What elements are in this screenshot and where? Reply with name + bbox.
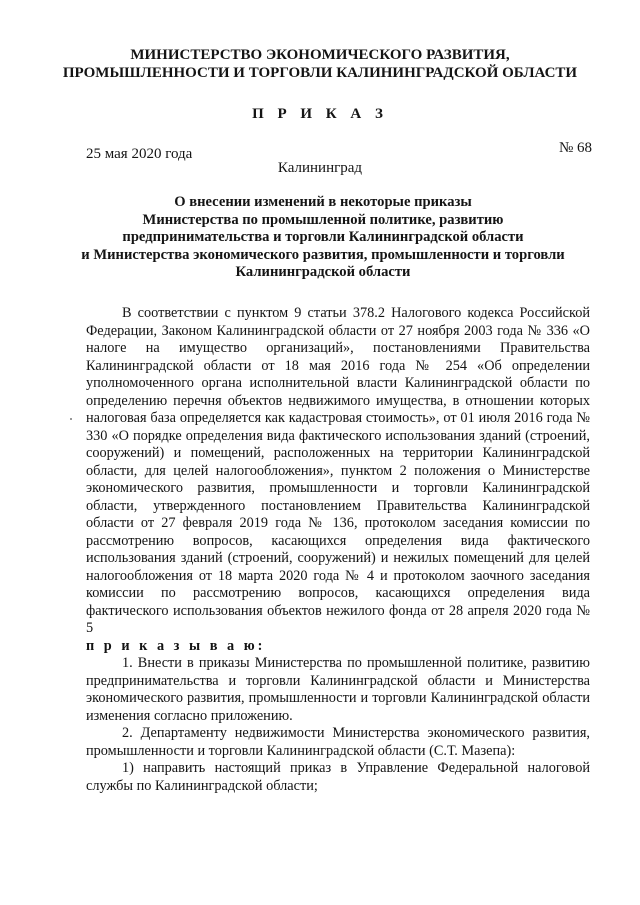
item-1-paragraph: 1. Внести в приказы Министерства по промышленной политике, развитию предпринимательства и торговли Калининградской области и Министерства экономического развития, промышленности и торговли Калининградской области изменения согласно приложению.: [86, 655, 590, 724]
document-city: Калининград: [277, 160, 363, 176]
subject-line4: и Министерства экономического развития, промышленности и торговли: [81, 246, 565, 263]
subject-line2: Министерства по промышленной политике, развитию: [142, 211, 504, 228]
ministry-heading-line1: МИНИСТЕРСТВО ЭКОНОМИЧЕСКОГО РАЗВИТИЯ,: [130, 47, 510, 63]
order-word: п р и к а з ы в а ю:: [86, 637, 266, 654]
subject-line3: предпринимательства и торговли Калининградской области: [122, 229, 524, 245]
preamble-paragraph: В соответствии с пунктом 9 статьи 378.2 Налогового кодекса Российской Федерации, Законом Калининградской области от 27 ноября 2003 года № 336 «О налоге на имущество организаций», постановлениями Правительства Калининградской области от 18 мая 2016 года № 254 «Об определении уполномоченного органа исполнительной власти Калининградской области по определению перечня объектов недвижимого имущества, в отношении которых налоговая база определяется как кадастровая стоимость», от 01 июля 2016 года № 330 «О порядке определения вида фактического использования зданий (строений, сооружений) и помещений, расположенных на территории Калининградской области, для целей налогообложения», пунктом 2 положения о Министерстве экономического развития, промышленности и торговли Калининградской области, утвержденного постановлением Правительства Калининградской области от 27 февраля 2019 года № 136, протоколом заседания комиссии по рассмотрению вопросов, касающихся определения вида фактического использования зданий (строений, сооружений) и нежилых помещений для целей налогообложения от 18 марта 2020 года № 4 и протоколом заочного заседания комиссии по рассмотрению вопросов, касающихся определения вида фактического использования объектов нежилого фонда от 28 апреля 2020 года № 5: [86, 305, 590, 636]
ministry-heading: [40, 46, 600, 82]
document-number: № 68: [558, 140, 592, 156]
item-2-paragraph: 2. Департаменту недвижимости Министерства экономического развития, промышленности и торговли Калининградской области (С.Т. Мазепа):: [86, 725, 590, 759]
subject-line1: О внесении изменений в некоторые приказы: [174, 194, 472, 210]
ministry-heading-line2: ПРОМЫШЛЕННОСТИ И ТОРГОВЛИ КАЛИНИНГРАДСКОЙ ОБЛАСТИ: [62, 65, 578, 81]
document-date: 25 мая 2020 года: [86, 146, 193, 162]
subject-line5: Калининградской области: [235, 264, 411, 280]
item-2-1-paragraph: 1) направить настоящий приказ в Управление Федеральной налоговой службы по Калининградской области;: [86, 760, 590, 794]
document-subject: [40, 194, 606, 282]
document-type-title: П Р И К А З: [252, 106, 388, 122]
scan-speck: [70, 418, 72, 420]
document-body: [86, 305, 590, 795]
